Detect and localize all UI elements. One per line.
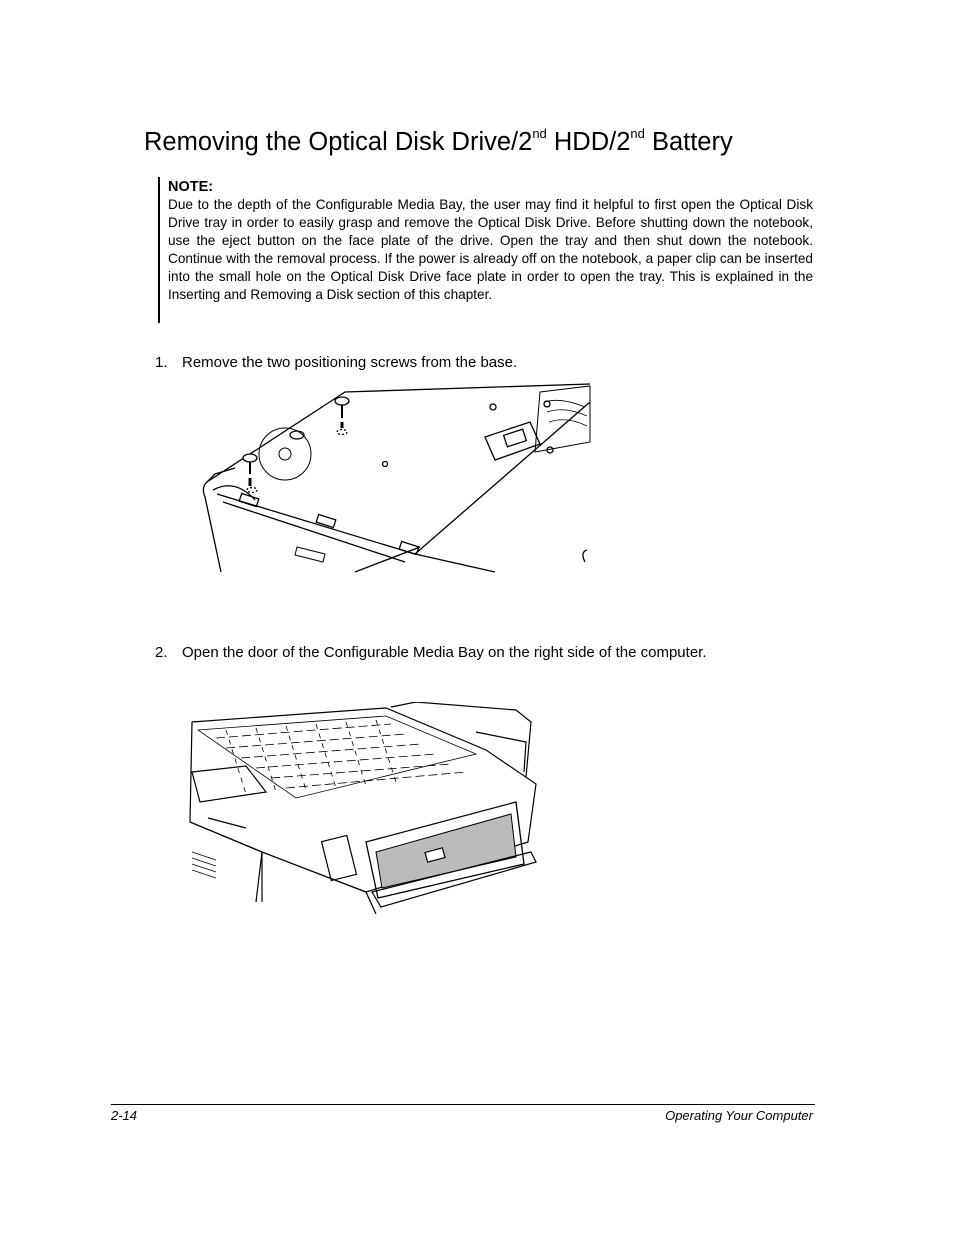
- title-part-1: Removing the Optical Disk Drive/2: [144, 128, 533, 156]
- title-part-2: HDD/2: [546, 128, 631, 156]
- step-1: [155, 354, 517, 371]
- note-body: Due to the depth of the Configurable Media Bay, the user may find it helpful to first open the Optical Disk Drive tray in order to easily grasp and remove the Optical Disk Drive. Before shutting down the notebook, use the eject button on the face plate of the drive. Open the tray and then shut down the notebook. Continue with the removal process. If the power is already off on the notebook, a paper clip can be inserted into the small hole on the Optical Disk Drive face plate in order to open the tray. This is explained in the Inserting and Removing a Disk section of this chapter.: [168, 197, 813, 302]
- screw-icon: [243, 454, 257, 493]
- footer-rule: [111, 1104, 815, 1105]
- step-1-number: 1.: [155, 354, 168, 371]
- title-superscript-1: nd: [532, 126, 547, 141]
- screw-icon: [335, 397, 349, 435]
- figure-base-screws: [195, 382, 595, 574]
- title-part-3: Battery: [644, 128, 733, 156]
- chapter-title: Operating Your Computer: [665, 1108, 813, 1123]
- step-2-number: 2.: [155, 644, 168, 661]
- figure-media-bay-door: [186, 702, 548, 914]
- page-number: 2-14: [111, 1108, 138, 1123]
- note-box: [158, 177, 813, 323]
- title-superscript-2: nd: [630, 126, 645, 141]
- step-2: [155, 644, 707, 661]
- step-1-text: Remove the two positioning screws from the base.: [182, 354, 518, 371]
- step-2-text: Open the door of the Configurable Media Bay on the right side of the computer.: [182, 644, 707, 661]
- page-title: [144, 128, 733, 157]
- note-label: NOTE:: [168, 179, 214, 195]
